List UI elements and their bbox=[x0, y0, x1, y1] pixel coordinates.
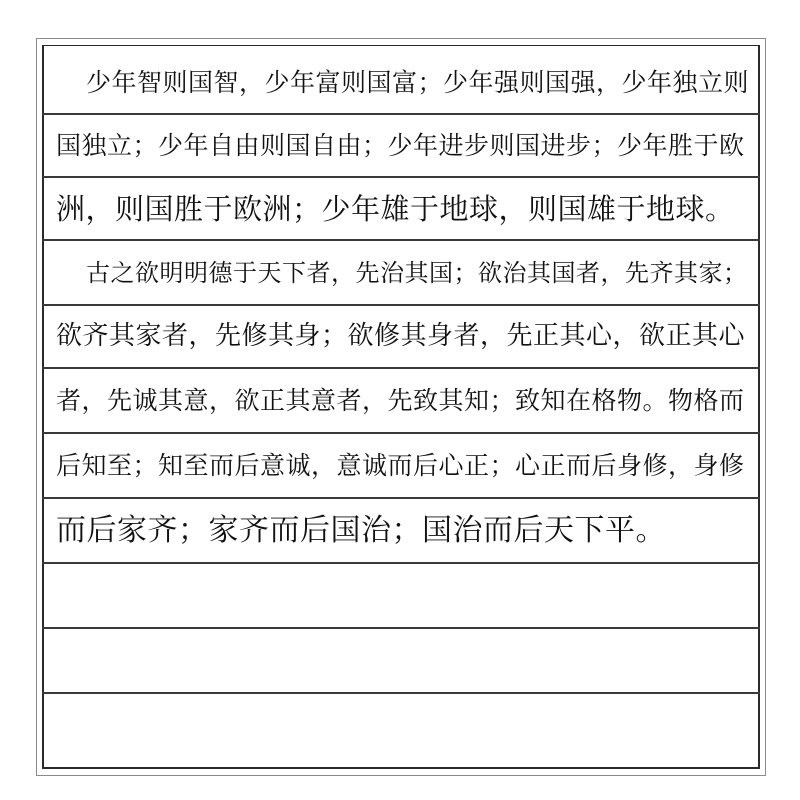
ruled-line bbox=[42, 432, 760, 434]
ruled-line bbox=[42, 627, 760, 629]
text-line-4: 古之欲明明德于天下者，先治其国；欲治其国者，先齐其家； bbox=[86, 259, 748, 287]
text-line-3: 洲，则国胜于欧洲；少年雄于地球，则国雄于地球。 bbox=[56, 192, 735, 226]
text-line-7: 后知至；知至而后意诚，意诚而后心正；心正而后身修，身修 bbox=[56, 451, 745, 480]
text-line-1: 少年智则国智，少年富则国富；少年强则国强，少年独立则 bbox=[86, 68, 750, 97]
text-line-8: 而后家齐；家齐而后国治；国治而后天下平。 bbox=[56, 513, 666, 548]
ruled-line bbox=[42, 497, 760, 499]
text-line-6: 者，先诚其意，欲正其意者，先致其知；致知在格物。物格而 bbox=[56, 386, 745, 415]
ruled-line bbox=[42, 692, 760, 694]
ruled-line bbox=[42, 239, 760, 241]
ruled-line bbox=[42, 113, 760, 115]
text-line-2: 国独立；少年自由则国自由；少年进步则国进步；少年胜于欧 bbox=[56, 131, 745, 160]
text-line-5: 欲齐其家者，先修其身；欲修其身者，先正其心，欲正其心 bbox=[56, 321, 746, 351]
ruled-line bbox=[42, 176, 760, 178]
ruled-line bbox=[42, 367, 760, 369]
ruled-line bbox=[42, 562, 760, 564]
ruled-line bbox=[42, 304, 760, 306]
